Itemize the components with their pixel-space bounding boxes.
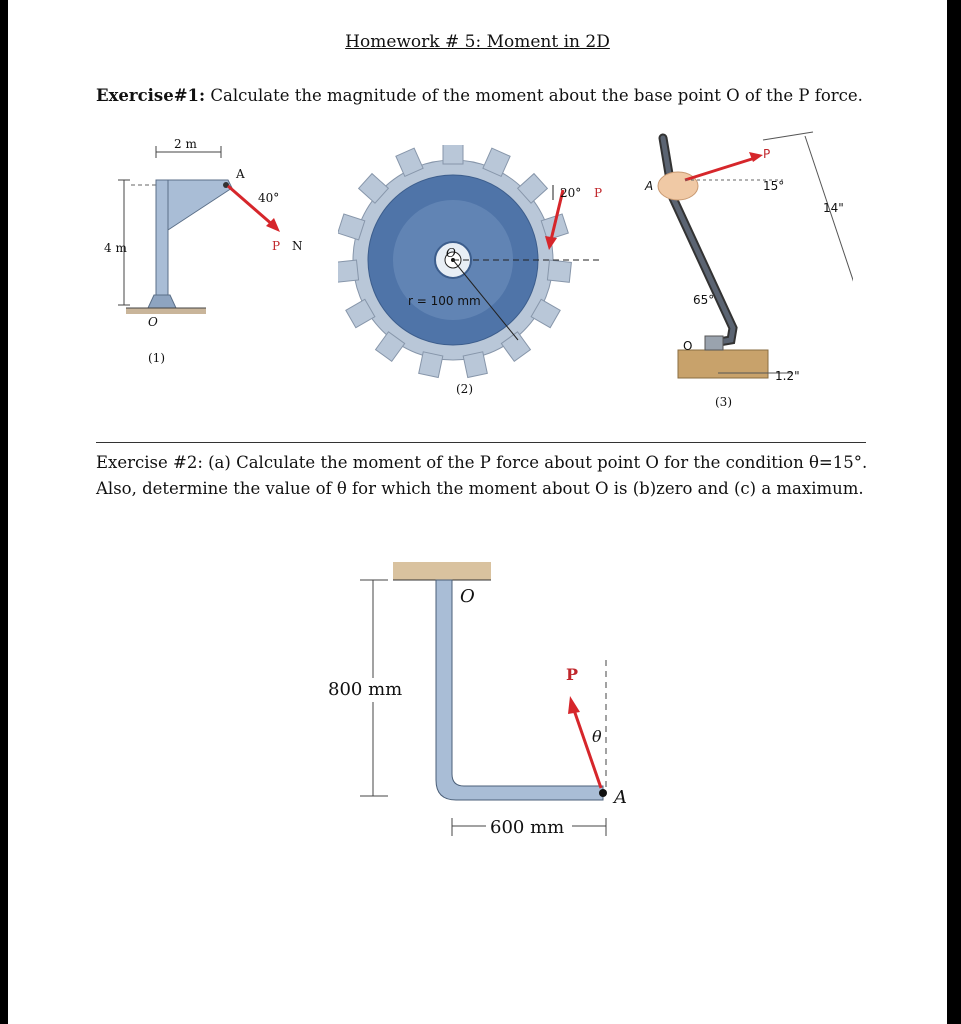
figure-4-l-bracket — [318, 560, 648, 860]
fig3-offset: 1.2" — [775, 369, 800, 383]
exercise-1-text: Calculate the magnitude of the moment about the base point O of the P force. — [210, 86, 863, 105]
fig1-point-o: O — [148, 315, 158, 329]
fig3-angle-bottom: 65° — [693, 293, 715, 307]
fig3-length: 14" — [823, 201, 844, 215]
fig4-width: 600 mm — [490, 817, 565, 838]
fig1-force-unit: N — [292, 239, 303, 253]
exercise-1-prompt — [96, 86, 863, 105]
fig1-point-a: A — [236, 167, 245, 181]
exercise-2-prompt — [96, 450, 886, 502]
fig4-point-a: A — [614, 787, 627, 808]
fig1-dim-width: 2 m — [174, 137, 197, 151]
fig4-force: P — [566, 665, 579, 684]
fig1-caption: (1) — [148, 351, 165, 365]
fig2-point-o: O — [446, 246, 456, 260]
exercise-2-line-1: Exercise #2: (a) Calculate the moment of the P force about point O for the condition θ=15°. — [96, 453, 868, 472]
figure-3-wrench — [623, 128, 853, 413]
fig3-point-o: O — [683, 339, 693, 353]
fig3-caption: (3) — [715, 395, 732, 409]
fig2-radius: r = 100 mm — [408, 294, 481, 308]
fig4-point-o: O — [460, 586, 475, 607]
fig4-angle: θ — [592, 727, 602, 746]
fig3-force: P — [763, 147, 771, 161]
fig2-caption: (2) — [456, 382, 473, 396]
fig4-height: 800 mm — [328, 679, 403, 700]
fig3-point-a: A — [645, 179, 654, 193]
exercise-1-label: Exercise#1: — [96, 86, 206, 105]
fig1-angle: 40° — [258, 191, 280, 205]
figure-2-gear — [338, 145, 608, 405]
section-divider — [96, 442, 866, 443]
fig3-angle-top: 15° — [763, 179, 785, 193]
homework-page — [8, 0, 947, 1024]
fig1-dim-height: 4 m — [104, 241, 127, 255]
fig2-angle: 20° — [560, 186, 582, 200]
exercise-2-line-2: Also, determine the value of θ for which the moment about O is (b)zero and (c) a maximum. — [96, 479, 864, 498]
fig1-force: P — [272, 239, 281, 253]
fig2-force: P — [594, 186, 603, 200]
page-title: Homework # 5: Moment in 2D — [345, 32, 610, 52]
figure-1-bracket — [96, 130, 336, 380]
